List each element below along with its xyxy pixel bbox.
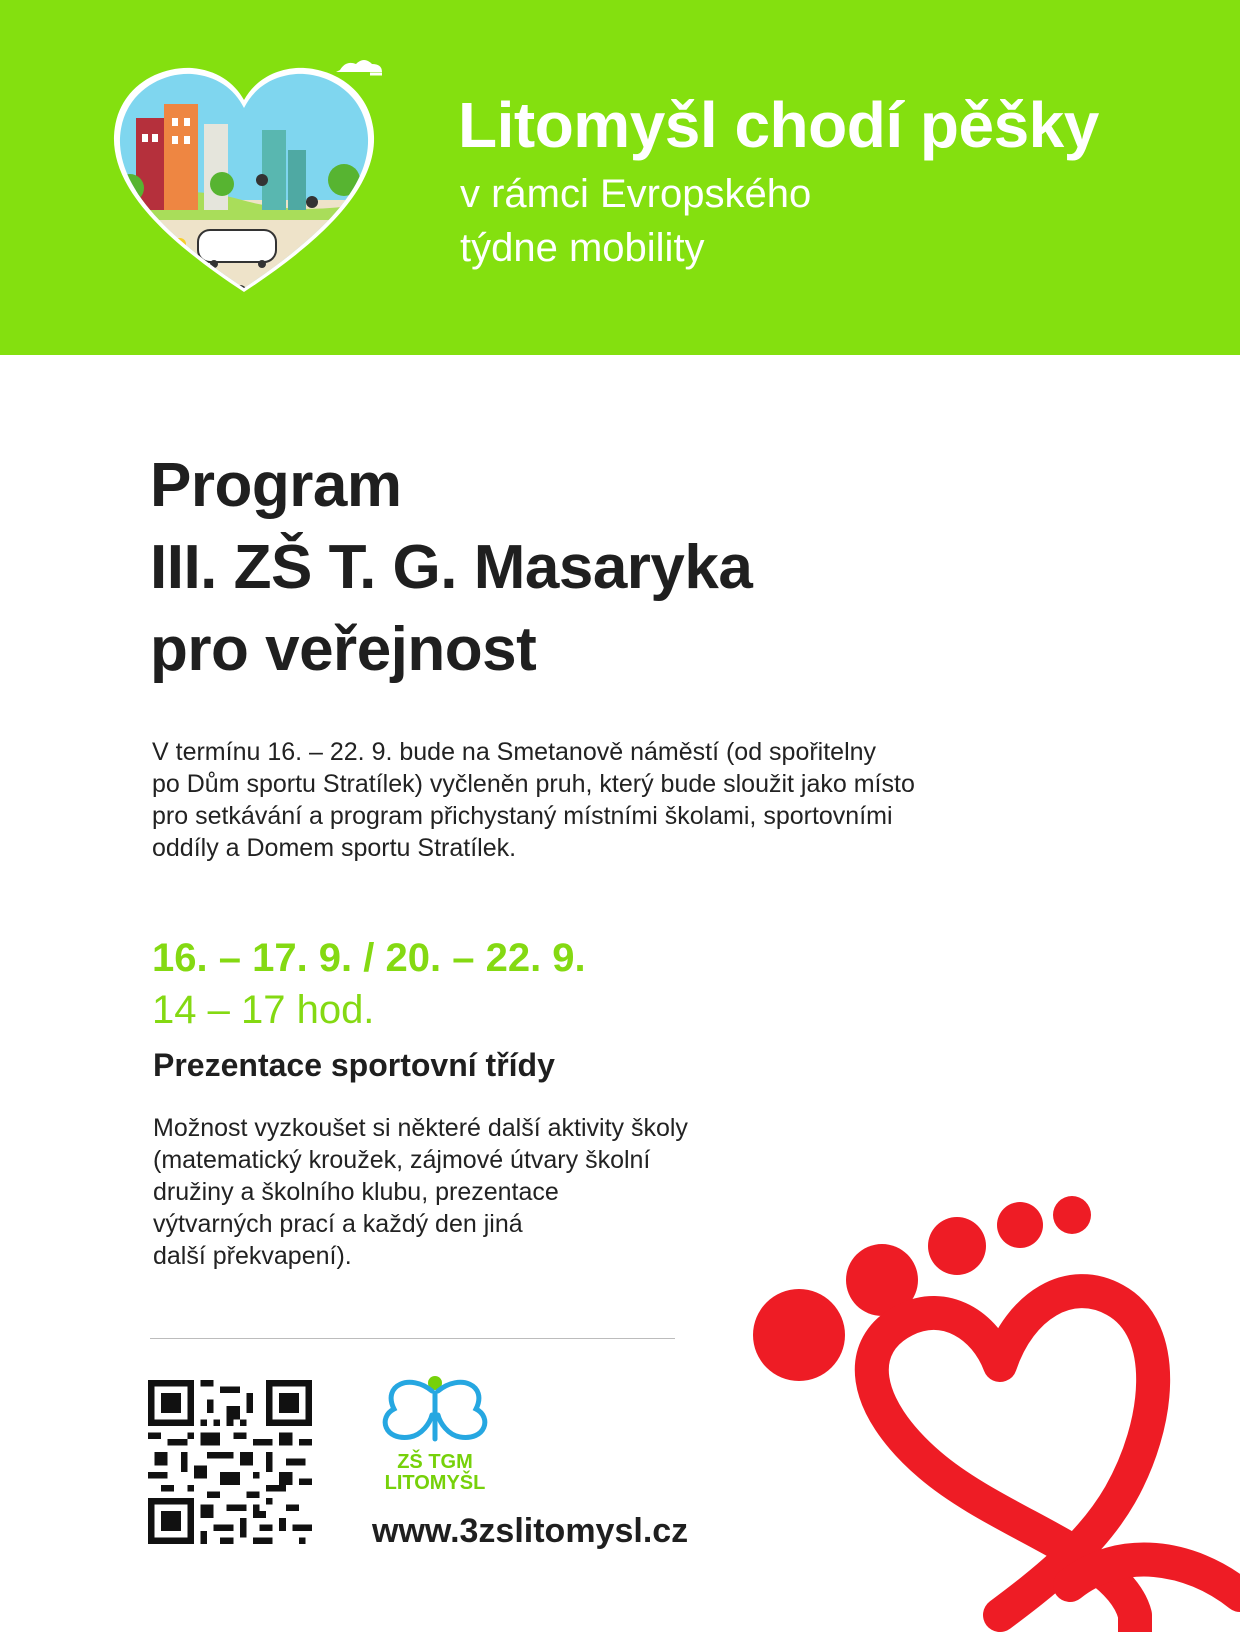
header-banner [0, 0, 1240, 355]
intro-line: pro setkávání a program přichystaný místními školami, sportovními [152, 802, 893, 830]
event-description-line: další překvapení). [153, 1242, 352, 1270]
event-description-line: výtvarných prací a každý den jiná [153, 1210, 523, 1238]
footer-divider [150, 1338, 675, 1339]
banner-subtitle-line2: týdne mobility [460, 226, 705, 270]
event-description-line: družiny a školního klubu, prezentace [153, 1178, 559, 1206]
school-website-link[interactable]: www.3zslitomysl.cz [372, 1512, 689, 1550]
school-logo-text-line2: LITOMYŠL [384, 1472, 486, 1494]
event-description [153, 1112, 793, 1272]
banner-subtitle-line1: v rámci Evropského [460, 172, 812, 216]
intro-paragraph [152, 736, 1052, 864]
school-logo-text-line1: ZŠ TGM [397, 1451, 473, 1473]
program-heading [150, 445, 752, 691]
heart-city-illustration-icon [112, 60, 402, 300]
banner-title: Litomyšl chodí pěšky [458, 89, 1099, 161]
event-description-line: (matematický kroužek, zájmové útvary školní [153, 1146, 651, 1174]
butterfly-logo-icon [370, 1375, 500, 1450]
event-hours: 14 – 17 hod. [152, 988, 375, 1032]
program-heading-line2: III. ZŠ T. G. Masaryka [150, 533, 753, 602]
event-description-line: Možnost vyzkoušet si některé další aktivity školy [153, 1114, 688, 1142]
intro-line: V termínu 16. – 22. 9. bude na Smetanově náměstí (od spořitelny [152, 738, 877, 766]
event-title: Prezentace sportovní třídy [153, 1047, 555, 1083]
event-dates: 16. – 17. 9. / 20. – 22. 9. [152, 936, 586, 980]
qr-code-icon[interactable] [148, 1380, 312, 1544]
program-heading-line1: Program [150, 451, 402, 520]
intro-line: po Dům sportu Stratílek) vyčleněn pruh, který bude sloužit jako místo [152, 770, 915, 798]
footprint-heart-icon [740, 1195, 1240, 1632]
program-heading-line3: pro veřejnost [150, 615, 537, 684]
intro-line: oddíly a Domem sportu Stratílek. [152, 834, 517, 862]
